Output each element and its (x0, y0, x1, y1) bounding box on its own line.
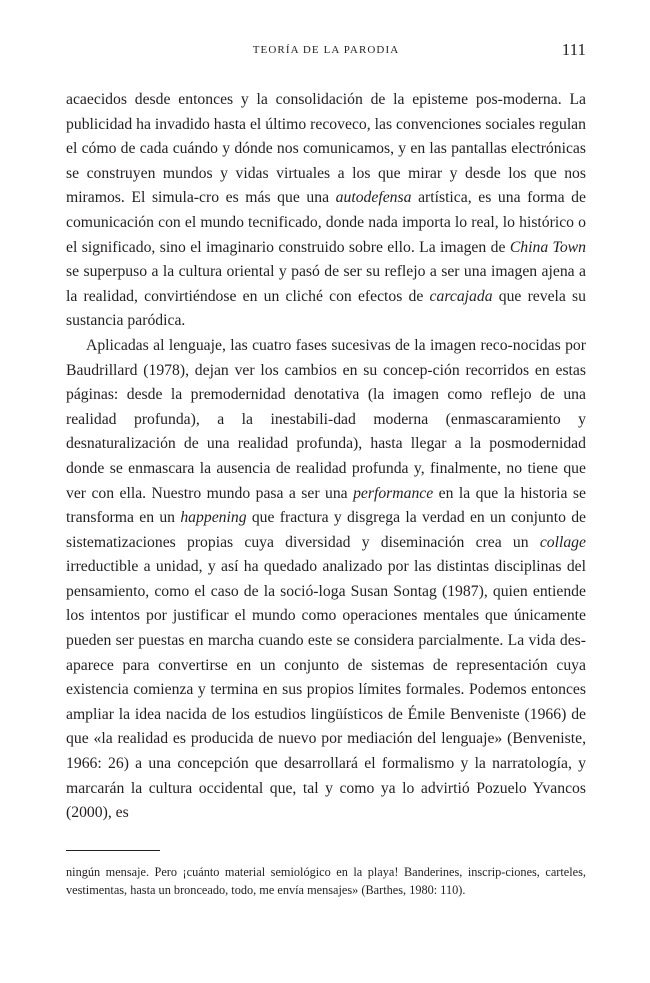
italic-term: collage (539, 533, 586, 551)
text-run: que revela su sustancia paródica. (66, 287, 587, 330)
italic-term: performance (353, 484, 434, 502)
italic-term: autodefensa (335, 189, 412, 207)
italic-term: China Town (509, 238, 586, 256)
body-text (66, 88, 586, 826)
paragraph-1 (66, 88, 586, 334)
text-run: en la que la historia se transforma en un (66, 484, 586, 527)
text-run: que fractura y disgrega la verdad en un conjunto de sistematizaciones propias cuya diversidad y diseminación crea un (66, 509, 586, 551)
text-run: se superpuso a la cultura oriental y pasó de ser su reflejo a ser una imagen ajena a la realidad, convirtiéndose en un cliché con efectos de (66, 263, 586, 305)
running-head (66, 40, 586, 64)
page-number: 111 (561, 40, 586, 59)
footnote-divider (66, 850, 160, 851)
text-run: artística, es una forma de comunicación con el mundo tecnificado, donde nada importa lo real, lo histórico o el significado, sino el imaginario construido sobre ello. La imagen de (66, 189, 586, 256)
running-title: TEORÍA DE LA PARODIA (252, 44, 400, 56)
text-run: acaecidos desde entonces y la consolidación de la episteme pos-moderna. La publicidad ha invadido hasta el último recoveco, las convenciones sociales regulan el cómo de cada cuándo y dónde nos comunicamos, y en las pantallas electrónicas se construyen mundos y vidas virtuales a los que mirar y desde los que nos miramos. El simula-cro es más que una (66, 91, 586, 207)
footnote-text: ningún mensaje. Pero ¡cuánto material semiológico en la playa! Banderines, inscrip-ciones, carteles, vestimentas, hasta un bronceado, todo, me envía mensajes» (Barthes, 1980: 110). (66, 865, 586, 898)
italic-term: carcajada (429, 287, 493, 305)
text-run: irreductible a unidad, y así ha quedado analizado por las distintas disciplinas del pensamiento, como el caso de la soció-loga Susan Sontag (1987), quien entiende los intentos por justificar el mundo como operaciones mentales que únicamente pueden ser puestas en marcha cuando este se considera parcialmente. La vida des-aparece para convertirse en un conjunto de sistemas de representación cuya existencia comienza y termina en sus propios límites formales. Podemos entonces ampliar la idea nacida de los estudios lingüísticos de Émile Benveniste (1966) de que «la realidad es producida de nuevo por mediación del lenguaje» (Benveniste, 1966: 26) a una concepción que desarrollará el formalismo y la narratología, y marcarán la cultura occidental que, tal y como ya lo advirtió Pozuelo Yvancos (2000), es (66, 558, 586, 822)
paragraph-2 (66, 334, 586, 826)
italic-term: happening (180, 509, 247, 527)
text-run: Aplicadas al lenguaje, las cuatro fases sucesivas de la imagen reco-nocidas por Baudrillard (1978), dejan ver los cambios en su concep-ción recorridos en estas páginas: desde la premodernidad denotativa (la imagen como reflejo de una realidad profunda), a la inestabili-dad moderna (enmascaramiento y desnaturalización de una realidad profunda), hasta llegar a la posmodernidad donde se enmascara la ausencia de realidad profunda y, finalmente, no tiene que ver con ella. Nuestro mundo pasa a ser una (66, 336, 586, 502)
